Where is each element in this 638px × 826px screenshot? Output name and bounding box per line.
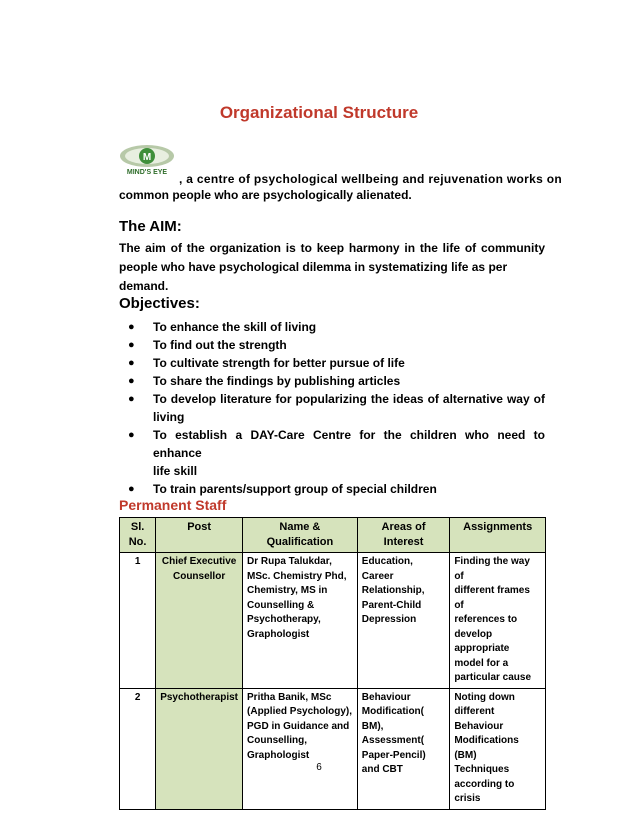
svg-text:M: M — [142, 152, 152, 163]
bullet-icon: ● — [128, 483, 135, 495]
objective-text: life skill — [153, 464, 198, 478]
cell-line: Pritha Banik, MSc — [247, 691, 332, 703]
cell-line: Psychotherapist — [160, 691, 239, 703]
objective-text: To train parents/support group of special children — [153, 482, 437, 496]
objective-item — [119, 390, 545, 426]
cell-line: develop appropriate — [454, 628, 510, 654]
cell-line: different Behaviour — [454, 706, 504, 732]
cell-line: Relationship, — [361, 585, 425, 596]
objective-text: To establish a DAY-Care Centre for the children who need to enhance — [153, 428, 545, 460]
objectives-heading: Objectives: — [119, 295, 200, 312]
objective-text: To cultivate strength for better pursue of life — [153, 356, 405, 370]
intro-line: common people who are psychologically alienated. — [119, 188, 412, 202]
permanent-staff-heading: Permanent Staff — [119, 497, 227, 513]
cell-assignments — [450, 553, 546, 689]
cell-assignments — [450, 688, 546, 809]
cell-areas-of-interest — [357, 688, 450, 809]
objective-text: To share the findings by publishing articles — [153, 374, 401, 388]
cell-line: particular cause — [454, 672, 532, 683]
cell-post — [156, 553, 243, 689]
cell-line: Chemistry, MS in — [247, 585, 328, 596]
objective-item — [119, 480, 545, 498]
intro-line: , a centre of psychological wellbeing and rejuvenation works on — [179, 172, 562, 186]
aim-line: people who have psychological dilemma in systematizing life as per demand. — [119, 260, 508, 293]
cell-line: different frames of — [454, 585, 530, 611]
aim-line: The aim of the organization is to keep harmony in the life of community — [119, 241, 545, 255]
bullet-icon: ● — [128, 321, 135, 333]
objectives-list — [119, 318, 545, 498]
cell-line: Counselling, — [247, 735, 308, 746]
minds-eye-logo — [119, 144, 176, 176]
cell-name-qualification — [243, 553, 358, 689]
cell-line: Graphologist — [247, 749, 310, 761]
cell-line: model for a — [454, 657, 509, 669]
cell-name-qualification — [243, 688, 358, 809]
cell-line: according to crisis — [454, 778, 515, 804]
objective-item — [119, 372, 545, 390]
cell-areas-of-interest — [357, 553, 450, 689]
cell-line: Depression — [361, 614, 417, 625]
cell-line: Behaviour — [361, 691, 411, 703]
bullet-icon: ● — [128, 375, 135, 387]
cell-line: Techniques — [454, 764, 510, 775]
table-row — [120, 688, 546, 809]
cell-post — [156, 688, 243, 809]
cell-line: PGD in Guidance and — [247, 720, 350, 732]
page-title: Organizational Structure — [219, 103, 419, 122]
cell-line: Modifications (BM) — [454, 735, 519, 761]
objective-text: living — [153, 410, 185, 424]
cell-line: Modification( — [361, 706, 424, 717]
cell-line: Graphologist — [247, 628, 310, 640]
header-areas-of-interest: Areas of Interest — [357, 518, 450, 553]
bullet-icon: ● — [128, 429, 135, 441]
objective-item — [119, 426, 545, 480]
objective-item — [119, 318, 545, 336]
cell-line: Chief Executive — [161, 556, 237, 567]
cell-line: Noting down — [454, 691, 515, 703]
header-post: Post — [156, 518, 243, 553]
header-sl-no: Sl. No. — [120, 518, 156, 553]
cell-line: Dr Rupa Talukdar, — [247, 556, 332, 567]
header-name-qualification: Name & Qualification — [243, 518, 358, 553]
cell-line: BM), — [361, 720, 384, 732]
cell-line: Education, — [361, 556, 413, 567]
cell-sl-no: 2 — [120, 688, 156, 809]
cell-line: Assessment( — [361, 735, 425, 746]
cell-sl-no: 1 — [120, 553, 156, 689]
header-assignments: Assignments — [450, 518, 546, 553]
cell-line: MSc. Chemistry Phd, — [247, 570, 347, 582]
svg-text:MIND'S EYE: MIND'S EYE — [126, 169, 168, 176]
cell-line: Finding the way of — [454, 556, 530, 582]
cell-line: Career — [361, 570, 394, 582]
objective-text: To develop literature for popularizing the ideas of alternative way of — [153, 392, 545, 406]
cell-line: Counselling & — [247, 599, 315, 611]
table-row — [120, 553, 546, 689]
aim-heading: The AIM: — [119, 218, 182, 235]
bullet-icon: ● — [128, 339, 135, 351]
cell-line: references to — [454, 614, 518, 625]
cell-line: Paper-Pencil) — [361, 749, 426, 761]
bullet-icon: ● — [128, 393, 135, 405]
table-header-row — [120, 518, 546, 553]
cell-line: Counsellor — [172, 570, 226, 582]
objective-item — [119, 354, 545, 372]
objective-item — [119, 336, 545, 354]
cell-line: (Applied Psychology), — [247, 706, 353, 717]
cell-line: Parent-Child — [361, 599, 422, 611]
cell-line: and CBT — [361, 764, 403, 775]
page-number: 6 — [316, 762, 322, 773]
cell-line: Psychotherapy, — [247, 614, 321, 625]
aim-paragraph — [119, 239, 545, 296]
objective-text: To enhance the skill of living — [153, 320, 317, 334]
objective-text: To find out the strength — [153, 338, 287, 352]
bullet-icon: ● — [128, 357, 135, 369]
